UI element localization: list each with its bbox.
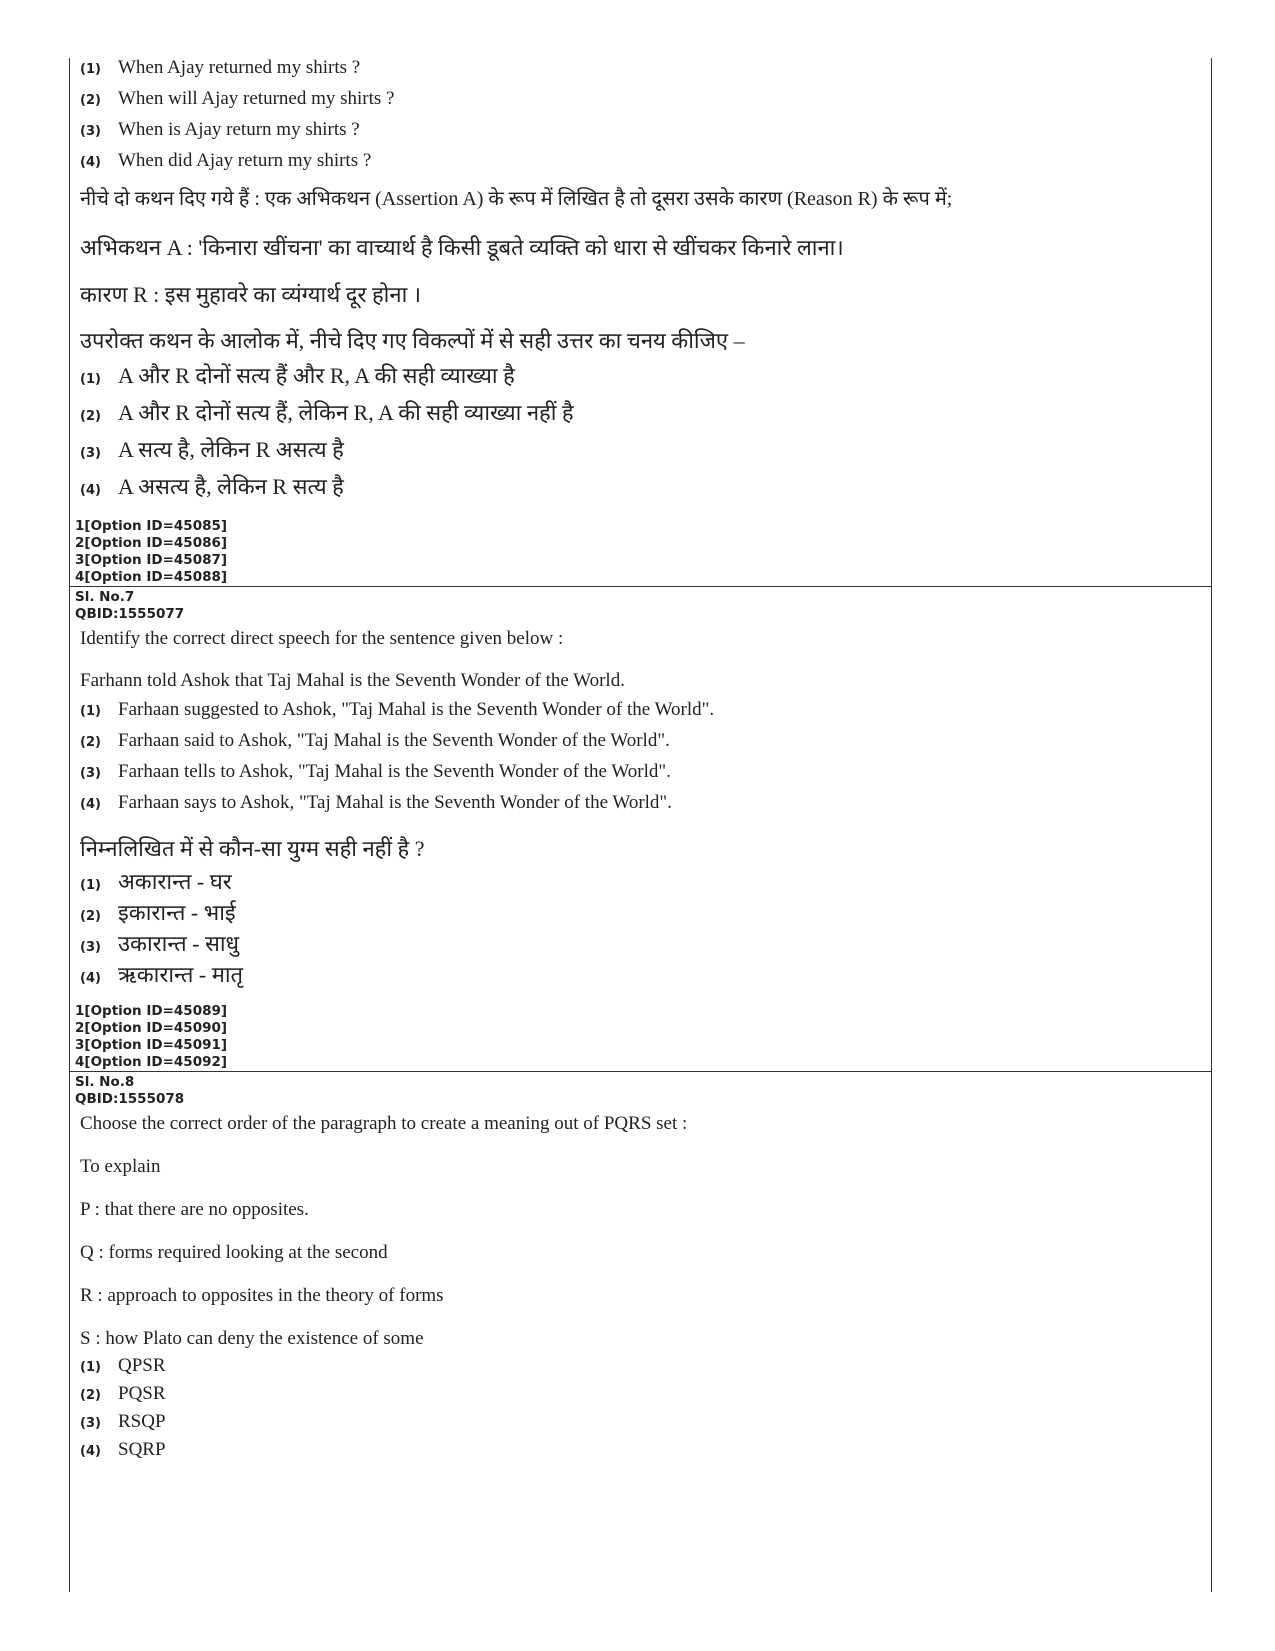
qbid: QBID:1555078 <box>75 1091 185 1107</box>
option-row <box>72 57 1202 88</box>
left-border <box>69 58 70 1592</box>
option-row <box>72 1355 1202 1383</box>
option-row <box>72 1439 1202 1467</box>
option-id: 1[Option ID=45089] <box>75 1003 228 1019</box>
option-number: (3) <box>80 766 101 781</box>
option-number: (3) <box>80 124 101 139</box>
option-id: 1[Option ID=45085] <box>75 518 228 534</box>
option-row <box>72 88 1202 119</box>
option-id: 2[Option ID=45086] <box>75 535 228 551</box>
option-row <box>72 397 1202 434</box>
option-number: (2) <box>80 1388 101 1403</box>
option-number: (2) <box>80 735 101 750</box>
option-row <box>72 730 1202 761</box>
option-text: Farhaan tells to Ashok, "Taj Mahal is the Seventh Wonder of the World". <box>118 761 671 782</box>
sentence-text: Farhann told Ashok that Taj Mahal is the Seventh Wonder of the World. <box>80 670 625 691</box>
option-row <box>72 1411 1202 1439</box>
option-text: A और R दोनों सत्य हैं, लेकिन R, A की सही व्याख्या नहीं है <box>118 400 574 425</box>
option-row <box>72 761 1202 792</box>
option-id: 3[Option ID=45091] <box>75 1037 228 1053</box>
option-row <box>72 150 1202 181</box>
paragraph-line: To explain <box>80 1156 161 1177</box>
right-border <box>1211 58 1212 1592</box>
q7-header <box>72 589 1205 623</box>
option-row <box>72 471 1202 508</box>
option-row <box>72 434 1202 471</box>
option-id: 2[Option ID=45090] <box>75 1020 228 1036</box>
q7-option-ids <box>72 1003 1205 1071</box>
option-row <box>72 119 1202 150</box>
question-text: Choose the correct order of the paragraph to create a meaning out of PQRS set : <box>80 1113 688 1134</box>
option-row <box>72 897 1202 928</box>
option-text: QPSR <box>118 1355 166 1376</box>
option-id: 4[Option ID=45092] <box>75 1054 228 1070</box>
hindi-intro: नीचे दो कथन दिए गये हैं : एक अभिकथन (Assertion A) के रूप में लिखित है तो दूसरा उसके कारण (Reason R) के रूप में; <box>80 188 953 210</box>
option-text: Farhaan says to Ashok, "Taj Mahal is the Seventh Wonder of the World". <box>118 792 672 813</box>
option-number: (4) <box>80 155 101 170</box>
option-number: (2) <box>80 93 101 108</box>
paragraph-line: S : how Plato can deny the existence of some <box>80 1328 424 1349</box>
option-number: (3) <box>80 940 101 955</box>
q8-header <box>72 1074 1205 1108</box>
option-number: (1) <box>80 704 101 719</box>
q6-hindi-options <box>72 360 1202 508</box>
serial-number: Sl. No.8 <box>75 1074 135 1090</box>
option-text: A सत्य है, लेकिन R असत्य है <box>118 437 344 462</box>
q6-english-options <box>72 57 1202 181</box>
option-number: (4) <box>80 1444 101 1459</box>
option-row <box>72 360 1202 397</box>
assertion-text: अभिकथन A : 'किनारा खींचना' का वाच्यार्थ है किसी डूबते व्यक्ति को धारा से खींचकर किनारे लाना। <box>80 235 844 260</box>
option-text: PQSR <box>118 1383 166 1404</box>
option-row <box>72 959 1202 990</box>
option-text: SQRP <box>118 1439 166 1460</box>
option-row <box>72 928 1202 959</box>
option-text: A असत्य है, लेकिन R सत्य है <box>118 474 344 499</box>
option-text: Farhaan said to Ashok, "Taj Mahal is the Seventh Wonder of the World". <box>118 730 670 751</box>
paragraph-line: R : approach to opposites in the theory of forms <box>80 1285 444 1306</box>
divider <box>69 1071 1212 1072</box>
option-text: Farhaan suggested to Ashok, "Taj Mahal is the Seventh Wonder of the World". <box>118 699 715 720</box>
option-number: (4) <box>80 483 101 498</box>
q6-option-ids <box>72 518 1205 586</box>
option-row <box>72 792 1202 823</box>
option-number: (4) <box>80 797 101 812</box>
paragraph-line: P : that there are no opposites. <box>80 1199 309 1220</box>
option-text: ऋकारान्त - मातृ <box>118 962 244 987</box>
option-text: A और R दोनों सत्य हैं और R, A की सही व्याख्या है <box>118 363 515 388</box>
option-number: (3) <box>80 1416 101 1431</box>
serial-number: Sl. No.7 <box>75 589 135 605</box>
divider <box>69 586 1212 587</box>
option-number: (1) <box>80 878 101 893</box>
reason-text: कारण R : इस मुहावरे का व्यंग्यार्थ दूर होना । <box>80 282 422 307</box>
option-number: (2) <box>80 909 101 924</box>
q8-options <box>72 1355 1202 1467</box>
option-text: When did Ajay return my shirts ? <box>118 150 372 171</box>
option-number: (3) <box>80 446 101 461</box>
option-text: अकारान्त - घर <box>118 869 232 894</box>
qbid: QBID:1555077 <box>75 606 185 622</box>
question-text: Identify the correct direct speech for the sentence given below : <box>80 628 564 649</box>
option-row <box>72 1383 1202 1411</box>
option-text: इकारान्त - भाई <box>118 900 236 925</box>
option-text: RSQP <box>118 1411 166 1432</box>
option-row <box>72 699 1202 730</box>
option-id: 4[Option ID=45088] <box>75 569 228 585</box>
option-number: (2) <box>80 409 101 424</box>
option-id: 3[Option ID=45087] <box>75 552 228 568</box>
option-text: उकारान्त - साधु <box>118 931 240 956</box>
q6-hindi-block <box>72 184 1202 211</box>
option-number: (1) <box>80 372 101 387</box>
q7-hindi-options <box>72 866 1202 990</box>
option-text: When is Ajay return my shirts ? <box>118 119 360 140</box>
paragraph-line: Q : forms required looking at the second <box>80 1242 388 1263</box>
option-row <box>72 866 1202 897</box>
q7-english-options <box>72 699 1202 823</box>
instruction-text: उपरोक्त कथन के आलोक में, नीचे दिए गए विकल्पों में से सही उत्तर का चनय कीजिए – <box>80 328 745 353</box>
option-text: When Ajay returned my shirts ? <box>118 57 361 78</box>
option-number: (4) <box>80 971 101 986</box>
option-text: When will Ajay returned my shirts ? <box>118 88 395 109</box>
option-number: (1) <box>80 62 101 77</box>
option-number: (1) <box>80 1360 101 1375</box>
hindi-question-text: निम्नलिखित में से कौन-सा युग्म सही नहीं है ? <box>80 836 425 861</box>
